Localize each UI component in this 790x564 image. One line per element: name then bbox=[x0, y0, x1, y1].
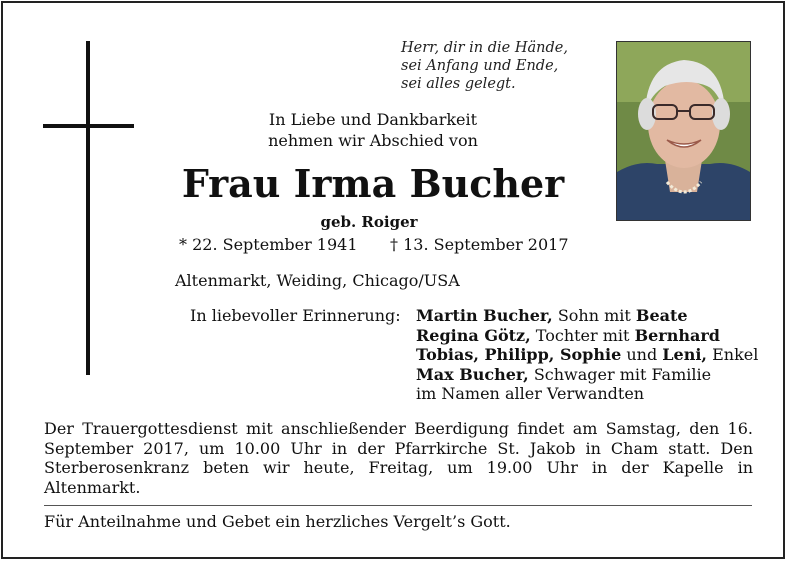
list-item: Regina Götz, Tochter mit Bernhard bbox=[416, 325, 720, 345]
birth-date: * 22. September 1941 bbox=[179, 235, 358, 254]
list-item: Max Bucher, Schwager mit Familie bbox=[416, 364, 712, 384]
cross-icon-bar bbox=[43, 124, 134, 128]
list-item: Tobias, Philipp, Sophie und Leni, Enkel bbox=[416, 345, 759, 364]
places: Altenmarkt, Weiding, Chicago/USA bbox=[175, 271, 460, 290]
verse-line: sei Anfang und Ende, bbox=[401, 58, 559, 74]
mourners-list bbox=[416, 306, 766, 404]
service-info: Der Trauergottesdienst mit anschließender Beerdigung findet am Samstag, den 16. September 2017, um 10.00 Uhr in der Pfarrkirche St. Jakob in Cham statt. Den Sterberosenkranz beten wir heute, Freitag, um 19.00 Uhr in der Kapelle in Altenmarkt. bbox=[44, 419, 753, 497]
death-date: † 13. September 2017 bbox=[390, 235, 569, 254]
cross-icon bbox=[86, 41, 90, 375]
obituary-notice bbox=[1, 1, 785, 559]
list-item: im Namen aller Verwandten bbox=[416, 384, 645, 403]
verse-line: Herr, dir in die Hände, bbox=[401, 40, 568, 56]
thanks-line: Für Anteilnahme und Gebet ein herzliches Vergelt’s Gott. bbox=[44, 512, 511, 531]
verse bbox=[401, 39, 601, 93]
maiden-name: geb. Roiger bbox=[320, 213, 418, 231]
intro-line: nehmen wir Abschied von bbox=[268, 131, 478, 150]
deceased-name: Frau Irma Bucher bbox=[181, 161, 565, 206]
intro-line: In Liebe und Dankbarkeit bbox=[268, 110, 478, 129]
intro bbox=[183, 109, 563, 151]
list-item: Martin Bucher, Sohn mit Beate bbox=[416, 306, 688, 325]
divider bbox=[44, 505, 752, 506]
verse-line: sei alles gelegt. bbox=[401, 76, 516, 92]
memory-label: In liebevoller Erinnerung: bbox=[190, 306, 401, 325]
portrait-photo bbox=[616, 41, 751, 221]
